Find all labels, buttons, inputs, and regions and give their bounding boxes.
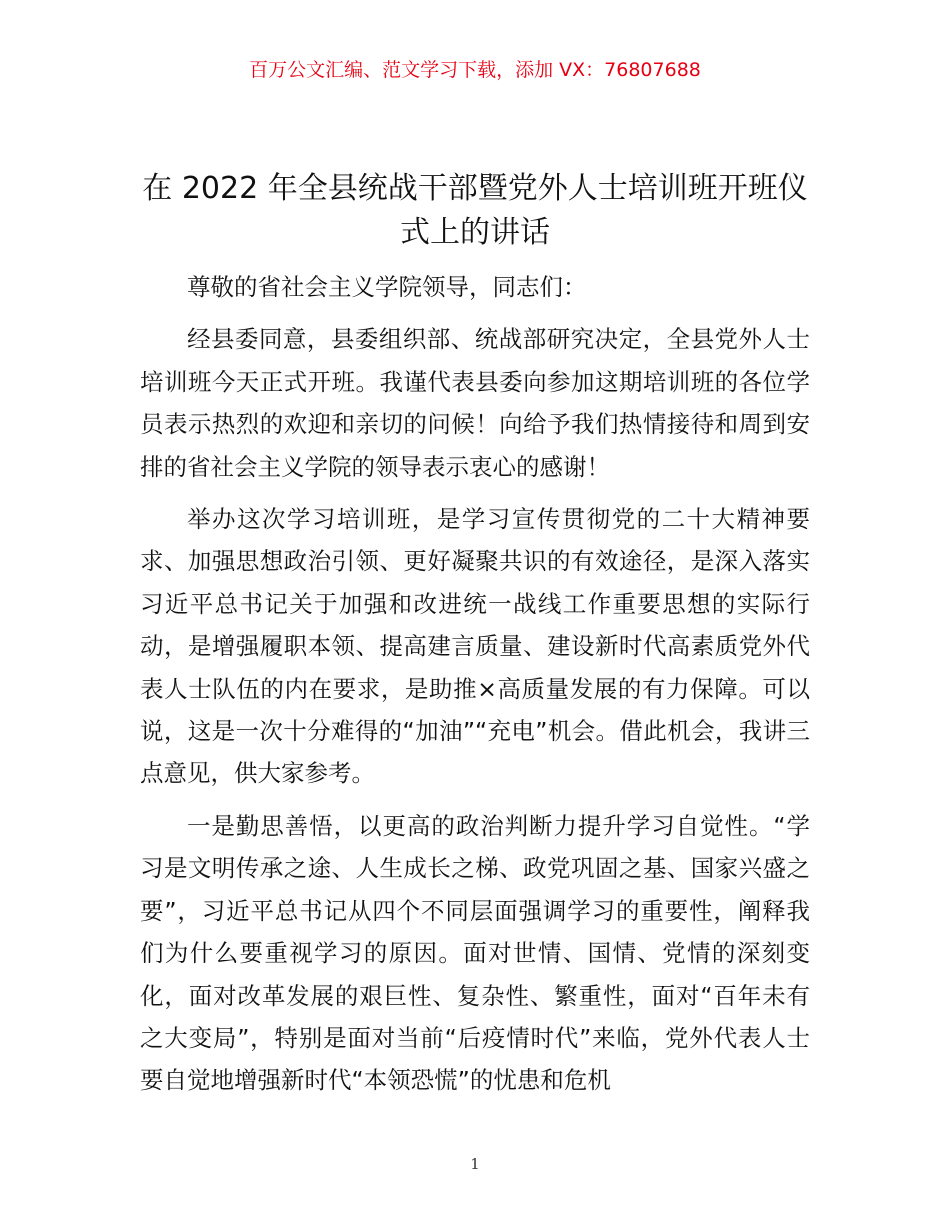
header-note: 百万公文汇编、范文学习下载，添加 VX：76807688: [249, 59, 701, 81]
page-number: 1: [470, 1155, 480, 1173]
document-title: 在 2022 年全县统战干部暨党外人士培训班开班仪式上的讲话: [142, 171, 808, 250]
salutation-paragraph: 尊敬的省社会主义学院领导，同志们：: [187, 273, 587, 301]
body-paragraph: 举办这次学习培训班，是学习宣传贯彻党的二十大精神要求、加强思想政治引领、更好凝聚共识的有效途径，是深入落实习近平总书记关于加强和改进统一战线工作重要思想的实际行动，是增强履职本领、提高建言质量、建设新时代高素质党外代表人士队伍的内在要求，是助推×高质量发展的有力保障。可以说，这是一次十分难得的“加油”“充电”机会。借此机会，我讲三点意见，供大家参考。: [140, 505, 810, 788]
body-paragraph: 经县委同意，县委组织部、统战部研究决定，全县党外人士培训班今天正式开班。我谨代表县委向参加这期培训班的各位学员表示热烈的欢迎和亲切的问候！向给予我们热情接待和周到安排的省社会主义学院的领导表示衷心的感谢！: [140, 325, 810, 481]
body-paragraph: 一是勤思善悟，以更高的政治判断力提升学习自觉性。“学习是文明传承之途、人生成长之梯、政党巩固之基、国家兴盛之要”，习近平总书记从四个不同层面强调学习的重要性，阐释我们为什么要重视学习的原因。面对世情、国情、党情的深刻变化，面对改革发展的艰巨性、复杂性、繁重性，面对“百年未有之大变局”，特别是面对当前“后疫情时代”来临，党外代表人士要自觉地增强新时代“本领恐慌”的忧患和危机: [140, 811, 810, 1095]
document-body: [140, 266, 810, 1102]
